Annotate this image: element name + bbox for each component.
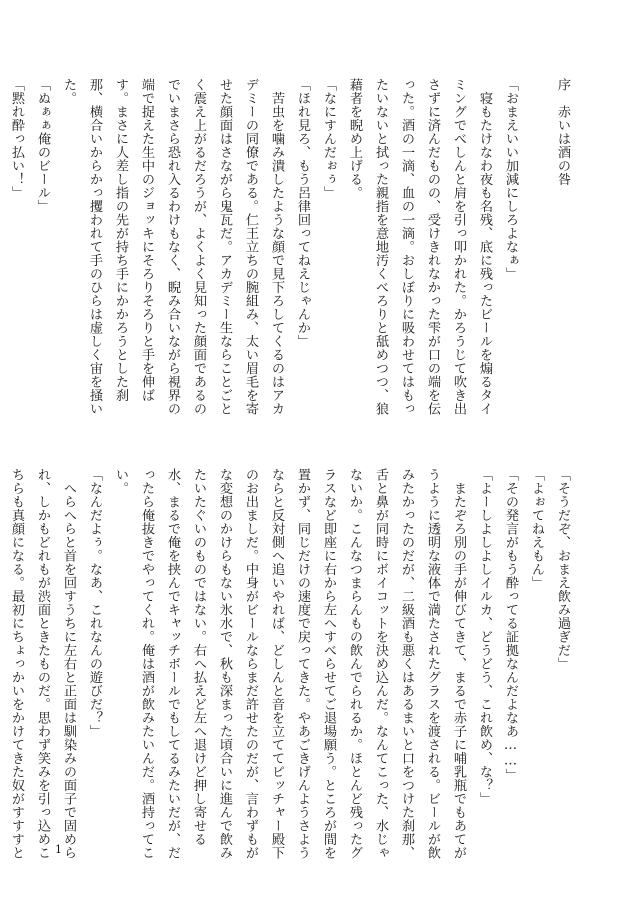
- text-line: 「よぉてねえもん」: [529, 468, 544, 590]
- lower-text-block: [9, 468, 575, 863]
- text-line: 「ぬぁぁ俺のビール」: [35, 78, 50, 213]
- text-line: 「ほれ見ろ、もう呂律回ってねえじゃんか」: [295, 78, 310, 348]
- text-line: 苦虫を噛み潰したような顔で見下ろしてくるのはアカデミーの同僚である。仁王立ちの腕組み、太い眉毛を寄せた顔面はさながら鬼瓦だ。アカデミー生ならことごとく震え上がるだろうが、よくよく見知った顔面であるのでいまさら恐れ入るわけもなく、睨み合いながら視界の端で捉えた生中のジョッキにそろりそろりと手を伸ばす。まさに人差し指の先が持ち手にかかろうとした刹那、横合いからかっ攫われて手のひらは虚しく宙を掻いた。: [61, 78, 284, 416]
- text-line: 寝もたけなわ夜も名残、底に残ったビールを煽るタイミングでべしんと肩を引っ叩かれた。かろうじて吹き出さずに済んだものの、受けきれなかった雫が口の端を伝った。酒の一滴、血の一滴。おしぼりに吸わせてはもったいないと拭った親指を意地汚くべろりと舐めつつ、狼藉者を睨め上げる。: [347, 78, 492, 416]
- text-line: へらへらと首を回すうちに左右と正面は馴染みの面子で固められ、しかもどれもが渋面ときたものだ。思わず笑みを引っ込めこちらも真顔になる。最初にちょっかいをかけてきた奴がすすすと: [9, 468, 76, 860]
- page-number: 1: [55, 843, 62, 856]
- text-line: 「その発言がもう酔ってる証拠なんだよなあ……」: [503, 468, 518, 783]
- text-line: またぞろ別の手が伸びてきて、まるで赤子に哺乳瓶でもあてがうように透明な液体で満たされたグラスを渡される。ビールが飲みたかったのだが、二級酒も悪くはあるまいと口をつけた刹那、舌と鼻が同時にボイコットを決め込んだ。なんてこった、水じゃないか。こんなつまらんもの飲んでられるか。ほとんど残ったグラスなど即座に右から左へすべらせてご退場願う。ところが間を置かず、同じだけの速度で戻ってきた。やあごきげんようさようならと反対側へ追いやれば、どしんと音を立ててピッチャー殿下のお出ましだ。中身がビールならまだ許せたのだが、言わずもがな変想のかけらもない氷水で、秋も深まった頃合いに進んで飲みたいたぐいのものではない。右へ払えど左へ退けど押し寄せる水、まるで俺を挟んでキャッチボールでもしてるみたいだが、だったら俺抜きでやってくれ。俺は酒が飲みたいんだ。酒持ってこい。: [113, 468, 466, 860]
- text-line: 「なんだよぅ。なあ、これなんの遊びだ？」: [87, 468, 102, 738]
- text-line: 「そうだぞ、おまえ飲み過ぎだ」: [555, 468, 570, 671]
- text-line: 「黙れ酔っ払い！」: [9, 78, 24, 200]
- text-line: 「おまえいい加減にしろよなぁ」: [503, 78, 518, 281]
- text-line: 「なにすんだぉぅ」: [321, 78, 336, 200]
- text-line: 「よーしよしよしイルカ、どうどう、これ飲め、な？」: [477, 468, 492, 806]
- upper-text-block: [9, 78, 575, 428]
- blank-line: [523, 78, 549, 428]
- chapter-title: 序 赤いは酒の咎: [555, 78, 570, 186]
